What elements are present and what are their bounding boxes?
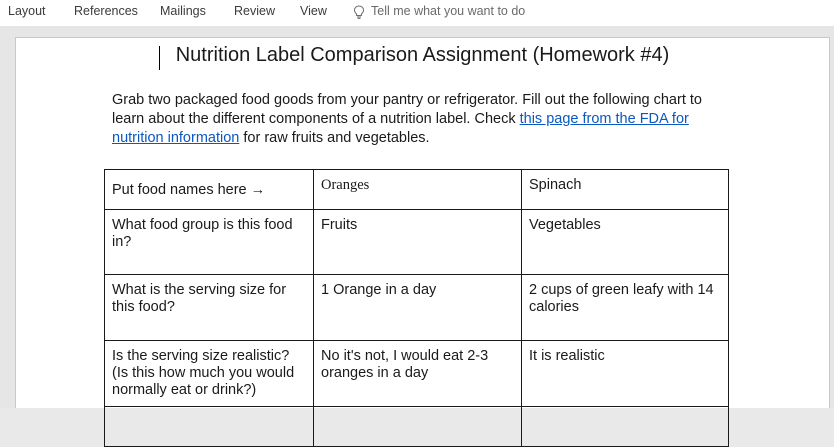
question-cell[interactable]: What food group is this food in?: [105, 210, 314, 275]
question-cell[interactable]: What is the serving size for this food?: [105, 275, 314, 341]
document-page[interactable]: [15, 37, 830, 408]
food2-answer-cell[interactable]: 2 cups of green leafy with 14 calories: [522, 275, 729, 341]
table-row: [105, 275, 729, 341]
food1-answer-cell[interactable]: 1 Orange in a day: [314, 275, 522, 341]
intro-text-after: for raw fruits and vegetables.: [239, 130, 430, 146]
tab-review[interactable]: Review: [234, 4, 275, 18]
food2-answer-cell[interactable]: Vegetables: [522, 210, 729, 275]
document-title: Nutrition Label Comparison Assignment (Homework #4): [175, 44, 670, 66]
tab-view[interactable]: View: [300, 4, 327, 18]
tab-mailings[interactable]: Mailings: [160, 4, 206, 18]
lightbulb-icon: [353, 5, 365, 19]
tab-references[interactable]: References: [74, 4, 138, 18]
intro-paragraph: [112, 91, 724, 148]
tell-me-label: Tell me what you want to do: [371, 4, 526, 18]
header-food2-cell[interactable]: Spinach: [522, 170, 729, 210]
text-cursor: [159, 46, 160, 70]
food2-answer-cell[interactable]: It is realistic: [522, 341, 729, 407]
table-row: [105, 210, 729, 275]
table-row: [105, 341, 729, 407]
empty-cell[interactable]: [522, 407, 729, 447]
food1-answer-cell[interactable]: No it's not, I would eat 2-3 oranges in a day: [314, 341, 522, 407]
fda-link[interactable]: this page from the FDA for nutrition information: [112, 111, 689, 146]
empty-cell[interactable]: [105, 407, 314, 447]
intro-text-before: Grab two packaged food goods from your pantry or refrigerator. Fill out the following chart to learn about the different components of a nutrition label. Check: [112, 92, 702, 127]
header-label-cell[interactable]: Put food names here →: [105, 170, 314, 210]
empty-cell[interactable]: [314, 407, 522, 447]
header-food1-cell[interactable]: Oranges: [314, 170, 522, 210]
table-header-row: [105, 170, 729, 210]
question-cell[interactable]: Is the serving size realistic? (Is this how much you would normally eat or drink?): [105, 341, 314, 407]
food1-answer-cell[interactable]: Fruits: [314, 210, 522, 275]
comparison-table: [104, 169, 729, 447]
ribbon: [0, 0, 834, 26]
tab-layout[interactable]: Layout: [8, 4, 46, 18]
table-row: [105, 407, 729, 447]
